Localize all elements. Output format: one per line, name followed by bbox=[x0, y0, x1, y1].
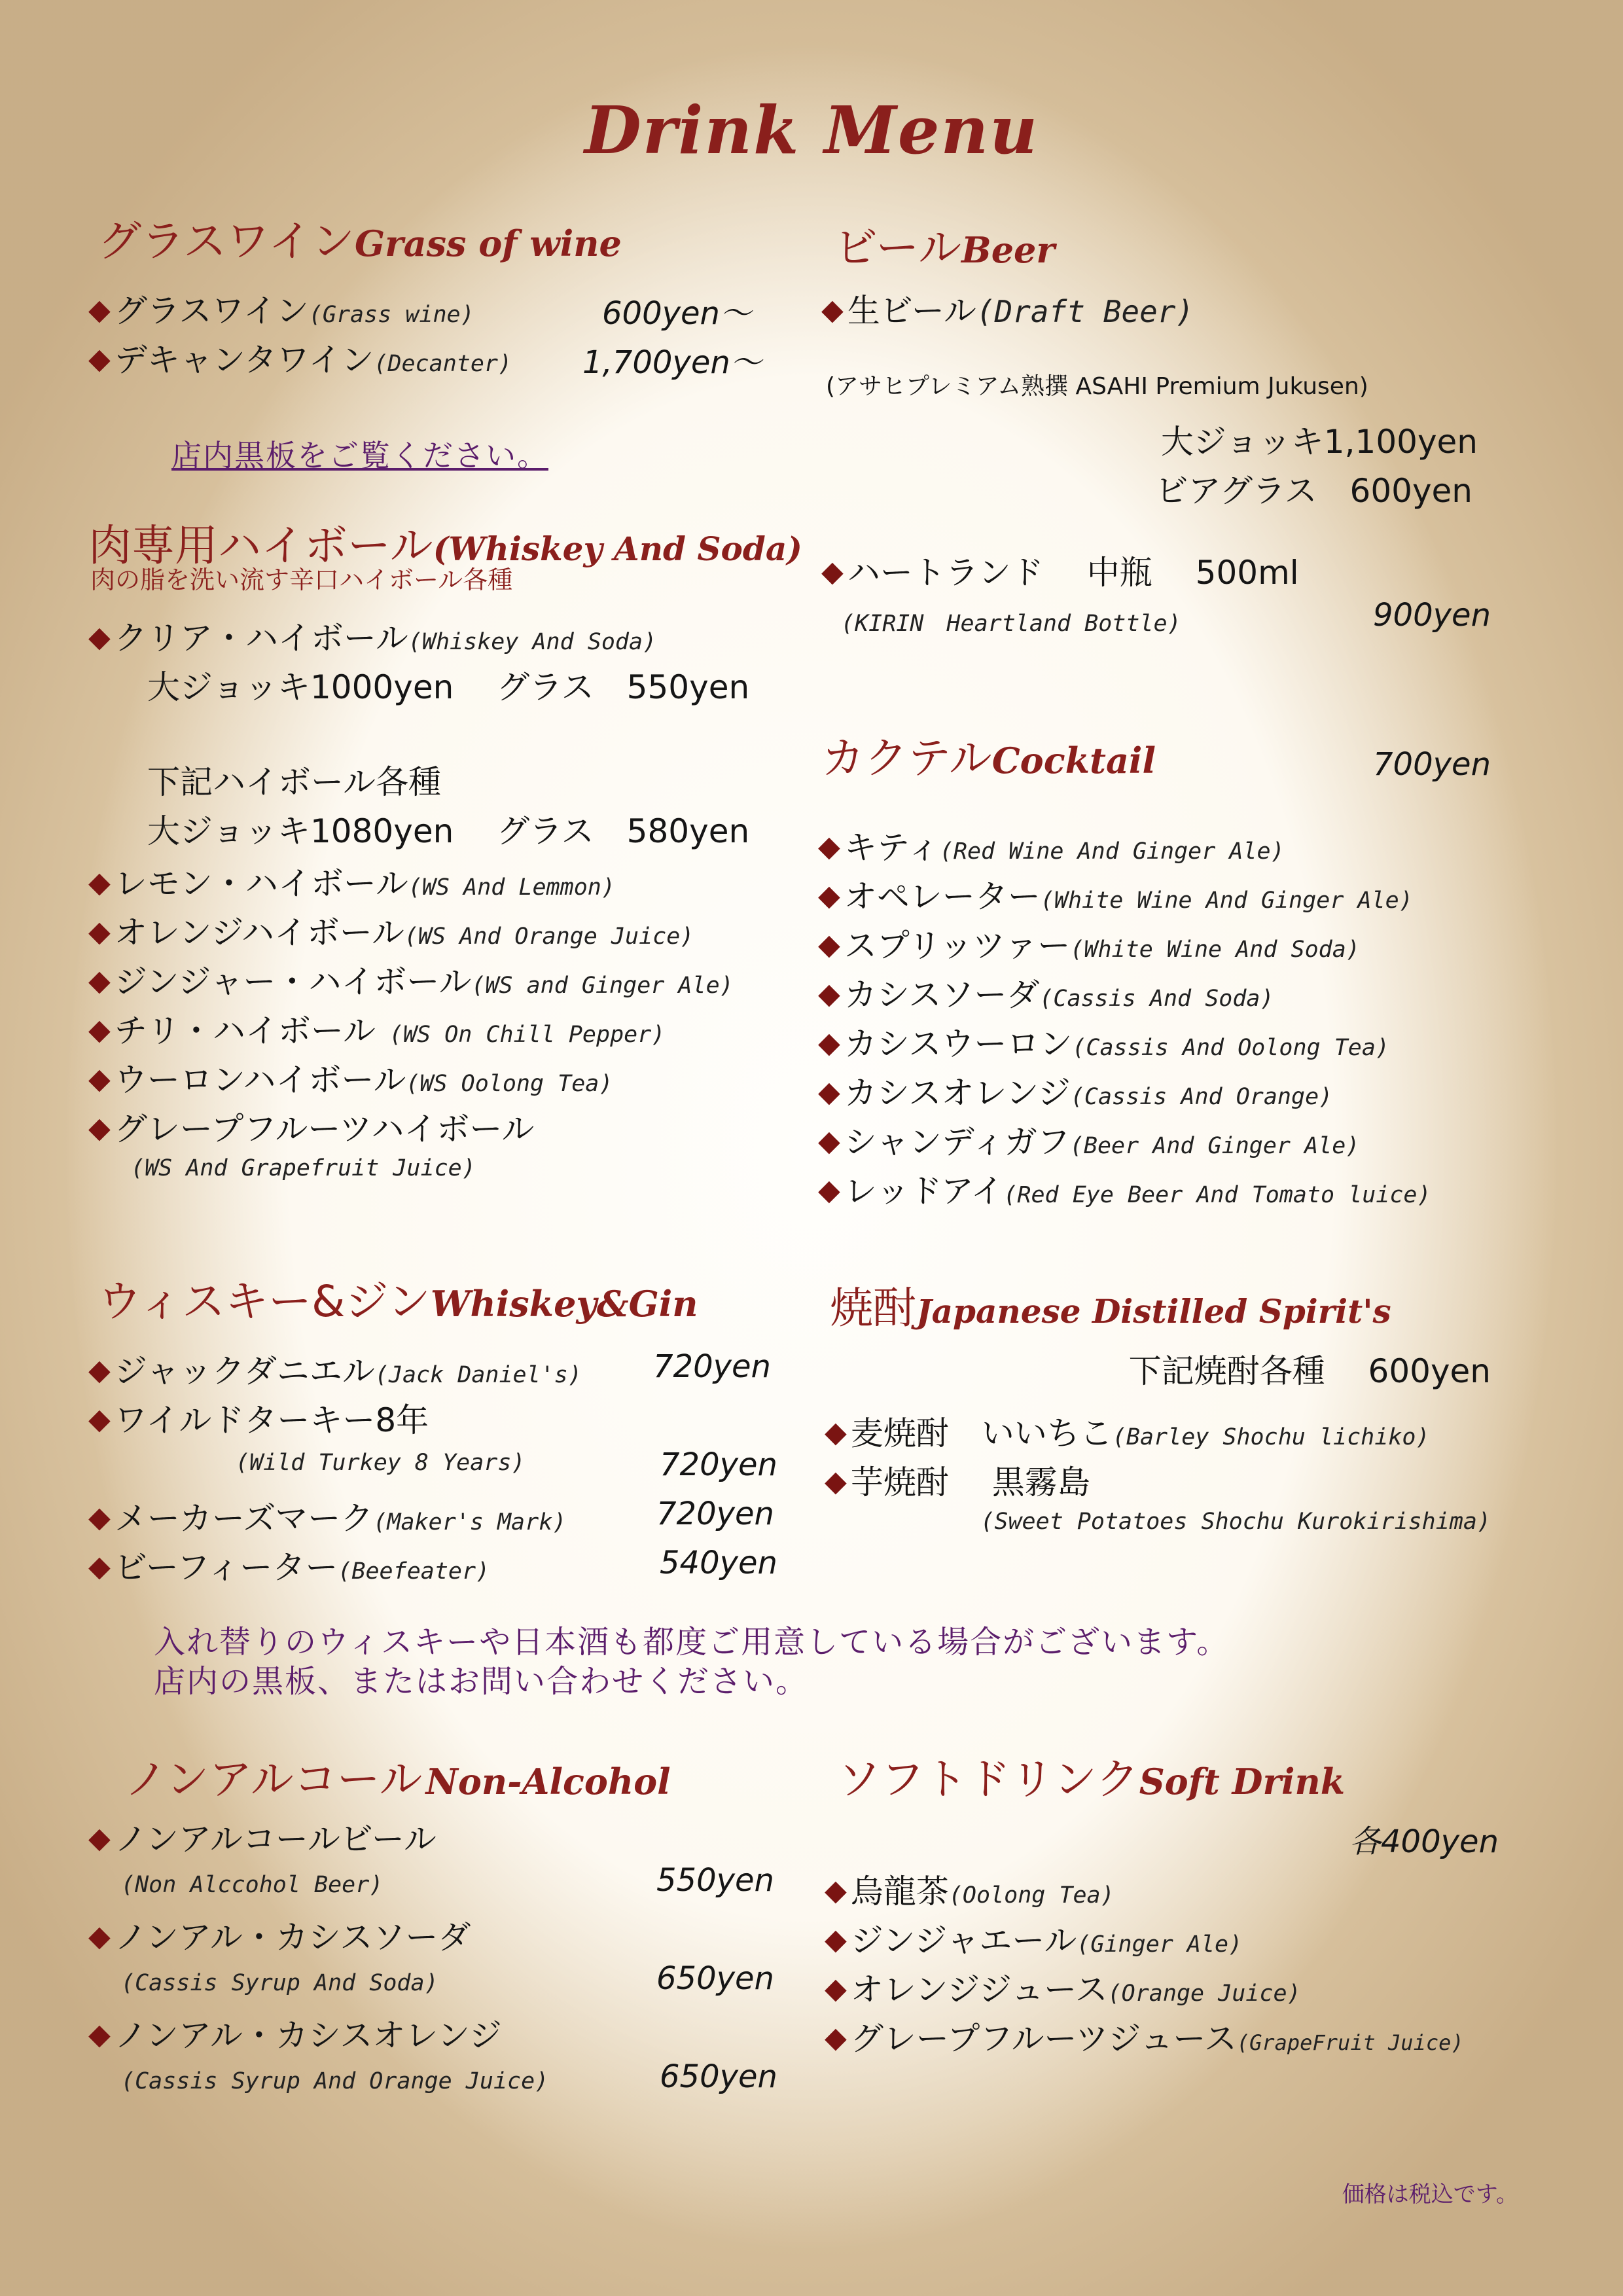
item-en: (Sweet Potatoes Shochu Kurokirishima) bbox=[980, 1509, 1491, 1535]
diamond-bullet-icon: ◆ bbox=[825, 1416, 847, 1449]
item-en: (Ginger Ale) bbox=[1077, 1931, 1243, 1958]
menu-item bbox=[818, 969, 1274, 1016]
diamond-bullet-icon: ◆ bbox=[818, 879, 840, 912]
item-en: (Maker's Mark) bbox=[373, 1509, 567, 1535]
menu-item bbox=[88, 1492, 566, 1539]
item-en: (Grass wine) bbox=[308, 302, 474, 328]
diamond-bullet-icon: ◆ bbox=[821, 555, 844, 588]
heading-en: Beer bbox=[961, 229, 1055, 271]
variety-label: 下記ハイボール各種 bbox=[147, 763, 441, 801]
diamond-bullet-icon: ◆ bbox=[88, 2018, 111, 2051]
item-en: (WS And Lemmon) bbox=[408, 874, 615, 901]
item-name: オペレーター bbox=[844, 878, 1041, 916]
tax-note: 価格は税込です。 bbox=[1342, 2181, 1518, 2208]
menu-item bbox=[825, 1407, 1430, 1454]
menu-item bbox=[88, 1345, 582, 1392]
item-price: 720yen bbox=[660, 1446, 777, 1483]
item-en: (Jack Daniel's) bbox=[374, 1362, 582, 1388]
menu-item bbox=[818, 870, 1413, 918]
diamond-bullet-icon: ◆ bbox=[825, 1874, 847, 1907]
heading-jp: 焼酎 bbox=[830, 1283, 916, 1333]
item-name: カシスオレンジ bbox=[844, 1074, 1071, 1112]
heading-en: Cocktail bbox=[991, 740, 1156, 781]
heading-jp: ビール bbox=[834, 223, 962, 273]
diamond-bullet-icon: ◆ bbox=[825, 2021, 847, 2054]
item-en: (Beer And Ginger Ale) bbox=[1069, 1133, 1360, 1159]
item-en: (Barley Shochu lichiko) bbox=[1112, 1424, 1430, 1450]
item-name: オレンジハイボール bbox=[114, 914, 404, 952]
item-price: 720yen bbox=[653, 1348, 771, 1385]
diamond-bullet-icon: ◆ bbox=[818, 1174, 840, 1207]
item-en: (Orange Juice) bbox=[1107, 1981, 1301, 2007]
item-price: 1,700yen～ bbox=[582, 344, 762, 381]
item-en: (Beefeater) bbox=[338, 1558, 490, 1585]
item-price: 540yen bbox=[660, 1545, 777, 1581]
item-name: チリ・ハイボール bbox=[114, 1012, 376, 1050]
heading-jp: グラスワイン bbox=[98, 216, 355, 266]
item-en: (Non Alccohol Beer) bbox=[121, 1872, 383, 1898]
item-name: 生ビール bbox=[847, 292, 976, 330]
item-name: ビーフィーター bbox=[114, 1549, 338, 1587]
item-name: レモン・ハイボール bbox=[114, 865, 408, 903]
item-en: (Red Wine And Ginger Ale) bbox=[939, 838, 1285, 865]
section-heading-wine bbox=[98, 206, 622, 268]
diamond-bullet-icon: ◆ bbox=[818, 1026, 840, 1060]
diamond-bullet-icon: ◆ bbox=[88, 620, 111, 654]
diamond-bullet-icon: ◆ bbox=[818, 830, 840, 863]
heading-jp: ソフトドリンク bbox=[838, 1754, 1139, 1804]
diamond-bullet-icon: ◆ bbox=[825, 1465, 847, 1498]
item-price: 550yen bbox=[656, 1862, 774, 1899]
diamond-bullet-icon: ◆ bbox=[825, 1972, 847, 2005]
item-name: シャンディガフ bbox=[844, 1123, 1070, 1161]
item-en: (WS On Chill Pepper) bbox=[375, 1022, 666, 1048]
item-en: (Wild Turkey 8 Years) bbox=[236, 1450, 526, 1476]
diamond-bullet-icon: ◆ bbox=[88, 1403, 111, 1436]
item-en: (KIRIN Heartland Bottle) bbox=[841, 611, 1181, 637]
item-en: (Decanter) bbox=[374, 351, 512, 377]
price-line: ビアグラス 600yen bbox=[1155, 472, 1472, 510]
menu-item bbox=[818, 1116, 1359, 1163]
item-en: (GrapeFruit Juice) bbox=[1236, 2030, 1464, 2055]
heading-en: Japanese Distilled Spirit's bbox=[916, 1292, 1391, 1331]
item-en: (Red Eye Beer And Tomato luice) bbox=[1003, 1182, 1431, 1208]
diamond-bullet-icon: ◆ bbox=[88, 1013, 111, 1047]
diamond-bullet-icon: ◆ bbox=[88, 342, 111, 376]
menu-item bbox=[88, 906, 694, 954]
item-name: メーカーズマーク bbox=[114, 1499, 374, 1537]
menu-item bbox=[825, 2013, 1464, 2060]
heading-en: Non-Alcohol bbox=[425, 1761, 671, 1803]
menu-item bbox=[88, 1541, 490, 1588]
diamond-bullet-icon: ◆ bbox=[88, 915, 111, 948]
menu-item bbox=[88, 1394, 429, 1441]
menu-item bbox=[821, 547, 1299, 594]
diamond-bullet-icon: ◆ bbox=[88, 1550, 111, 1583]
heading-en: Soft Drink bbox=[1139, 1761, 1346, 1803]
item-en: (Draft Beer) bbox=[976, 294, 1194, 329]
item-name: ノンアル・カシスオレンジ bbox=[114, 2017, 502, 2054]
item-en: (Whiskey And Soda) bbox=[408, 629, 657, 655]
notice-line-1: 入れ替りのウィスキーや日本酒も都度ご用意している場合がございます。 bbox=[154, 1624, 1230, 1660]
item-name: ワイルドターキー8年 bbox=[114, 1401, 429, 1439]
menu-item bbox=[825, 1914, 1242, 1962]
item-name: ノンアルコールビール bbox=[114, 1820, 437, 1858]
item-name: グレープフルーツジュース bbox=[850, 2020, 1237, 2058]
menu-item bbox=[88, 334, 512, 381]
price-line: 大ジョッキ1,100yen bbox=[1160, 423, 1478, 461]
item-en: (Cassis And Soda) bbox=[1039, 986, 1274, 1012]
item-en: (Cassis And Orange) bbox=[1070, 1084, 1333, 1110]
menu-item bbox=[88, 612, 656, 659]
diamond-bullet-icon: ◆ bbox=[88, 866, 111, 899]
heading-en: Whiskey&Gin bbox=[430, 1283, 698, 1325]
item-price: 650yen bbox=[660, 2058, 777, 2095]
item-price: 600yen～ bbox=[602, 295, 751, 332]
heading-en: Grass of wine bbox=[355, 223, 622, 264]
diamond-bullet-icon: ◆ bbox=[88, 1920, 111, 1953]
item-name: グレープフルーツハイボール bbox=[114, 1110, 535, 1148]
item-en: (Cassis Syrup And Soda) bbox=[121, 1970, 438, 1996]
item-en: (Cassis And Oolong Tea) bbox=[1072, 1035, 1389, 1061]
menu-item bbox=[818, 821, 1285, 869]
item-name: デキャンタワイン bbox=[114, 341, 374, 379]
menu-item bbox=[88, 857, 615, 905]
beer-brand-note: (アサヒプレミアム熟撰 ASAHI Premium Jukusen) bbox=[826, 373, 1368, 400]
menu-item bbox=[88, 956, 734, 1003]
diamond-bullet-icon: ◆ bbox=[88, 1354, 111, 1387]
item-en: (WS And Orange Juice) bbox=[404, 924, 694, 950]
diamond-bullet-icon: ◆ bbox=[88, 964, 111, 997]
item-name: カシスウーロン bbox=[844, 1025, 1073, 1063]
heading-jp: ノンアルコール bbox=[124, 1754, 423, 1804]
item-name: クリア・ハイボール bbox=[114, 619, 408, 657]
notice-line-2: 店内の黒板、またはお問い合わせください。 bbox=[154, 1663, 809, 1700]
heading-en: (Whiskey And Soda) bbox=[433, 529, 802, 568]
heading-jp: カクテル bbox=[821, 733, 992, 783]
item-name: レッドアイ bbox=[844, 1172, 1004, 1210]
item-en: (WS And Grapefruit Juice) bbox=[131, 1155, 476, 1181]
page-title: Drink Menu bbox=[584, 92, 1039, 169]
menu-item bbox=[821, 285, 1194, 332]
menu-item bbox=[88, 1103, 534, 1150]
menu-item bbox=[825, 1865, 1115, 1912]
menu-item bbox=[825, 1456, 1090, 1503]
section-subheading: 肉の脂を洗い流す辛口ハイボール各種 bbox=[90, 565, 513, 594]
item-name: 烏龍茶 bbox=[850, 1873, 949, 1910]
menu-item bbox=[818, 920, 1360, 967]
item-name: ノンアル・カシスソーダ bbox=[114, 1918, 471, 1956]
section-heading-nonalcohol bbox=[124, 1744, 671, 1806]
menu-item bbox=[88, 1005, 665, 1052]
menu-item bbox=[88, 1911, 471, 1958]
diamond-bullet-icon: ◆ bbox=[88, 1062, 111, 1096]
item-price: 900yen bbox=[1373, 597, 1491, 634]
diamond-bullet-icon: ◆ bbox=[88, 293, 111, 327]
price-line: 大ジョッキ1000yen グラス 550yen bbox=[147, 668, 750, 706]
section-heading-whiskey bbox=[98, 1266, 698, 1329]
menu-item bbox=[818, 1067, 1332, 1114]
item-name: 麦焼酎 いいちこ bbox=[850, 1414, 1113, 1452]
section-heading-beer bbox=[834, 213, 1055, 275]
menu-item bbox=[88, 285, 474, 332]
diamond-bullet-icon: ◆ bbox=[818, 928, 840, 961]
item-name: ジャックダニエル bbox=[114, 1352, 375, 1390]
diamond-bullet-icon: ◆ bbox=[88, 1501, 111, 1534]
heading-jp: 肉専用ハイボール bbox=[88, 520, 433, 571]
item-price: 各400yen bbox=[1349, 1823, 1499, 1860]
section-heading-shochu bbox=[830, 1273, 1391, 1335]
menu-item bbox=[825, 1964, 1301, 2011]
blackboard-note: 店内黒板をご覧ください。 bbox=[171, 438, 548, 473]
item-name: ジンジャエール bbox=[850, 1922, 1077, 1960]
menu-item bbox=[818, 1018, 1389, 1065]
heading-jp: ウィスキー&ジン bbox=[98, 1276, 431, 1327]
item-name: キティ bbox=[844, 829, 940, 867]
section-heading-soft bbox=[838, 1744, 1345, 1806]
item-en: (WS Oolong Tea) bbox=[406, 1071, 613, 1097]
item-en: (WS and Ginger Ale) bbox=[471, 973, 734, 999]
item-name: 芋焼酎 黒霧島 bbox=[850, 1463, 1090, 1501]
item-en: (White Wine And Soda) bbox=[1070, 937, 1360, 963]
menu-item bbox=[88, 1054, 613, 1101]
item-name: グラスワイン bbox=[114, 292, 309, 330]
item-en: (Oolong Tea) bbox=[948, 1882, 1115, 1909]
item-name: オレンジジュース bbox=[850, 1971, 1108, 2009]
item-name: カシスソーダ bbox=[844, 976, 1040, 1014]
item-name: ウーロンハイボール bbox=[114, 1061, 406, 1099]
diamond-bullet-icon: ◆ bbox=[825, 1923, 847, 1956]
item-name: ハートランド 中瓶 500ml bbox=[847, 554, 1299, 592]
item-price: 700yen bbox=[1373, 746, 1491, 783]
diamond-bullet-icon: ◆ bbox=[88, 1111, 111, 1145]
section-heading-cocktail bbox=[821, 723, 1156, 785]
item-en: (White Wine And Ginger Ale) bbox=[1040, 888, 1413, 914]
diamond-bullet-icon: ◆ bbox=[818, 1124, 840, 1158]
price-line: 大ジョッキ1080yen グラス 580yen bbox=[147, 812, 750, 850]
menu-item bbox=[88, 2009, 502, 2056]
item-en: (Cassis Syrup And Orange Juice) bbox=[121, 2068, 549, 2094]
diamond-bullet-icon: ◆ bbox=[818, 1075, 840, 1109]
diamond-bullet-icon: ◆ bbox=[821, 293, 844, 327]
menu-item bbox=[88, 1813, 437, 1860]
diamond-bullet-icon: ◆ bbox=[818, 977, 840, 1011]
menu-item bbox=[818, 1165, 1431, 1212]
item-price: 650yen bbox=[656, 1960, 774, 1997]
item-name: スプリッツァー bbox=[844, 927, 1071, 965]
price-line: 下記焼酎各種 600yen bbox=[1128, 1352, 1491, 1390]
diamond-bullet-icon: ◆ bbox=[88, 1821, 111, 1855]
item-name: ジンジャー・ハイボール bbox=[114, 963, 472, 1001]
item-price: 720yen bbox=[656, 1496, 774, 1532]
